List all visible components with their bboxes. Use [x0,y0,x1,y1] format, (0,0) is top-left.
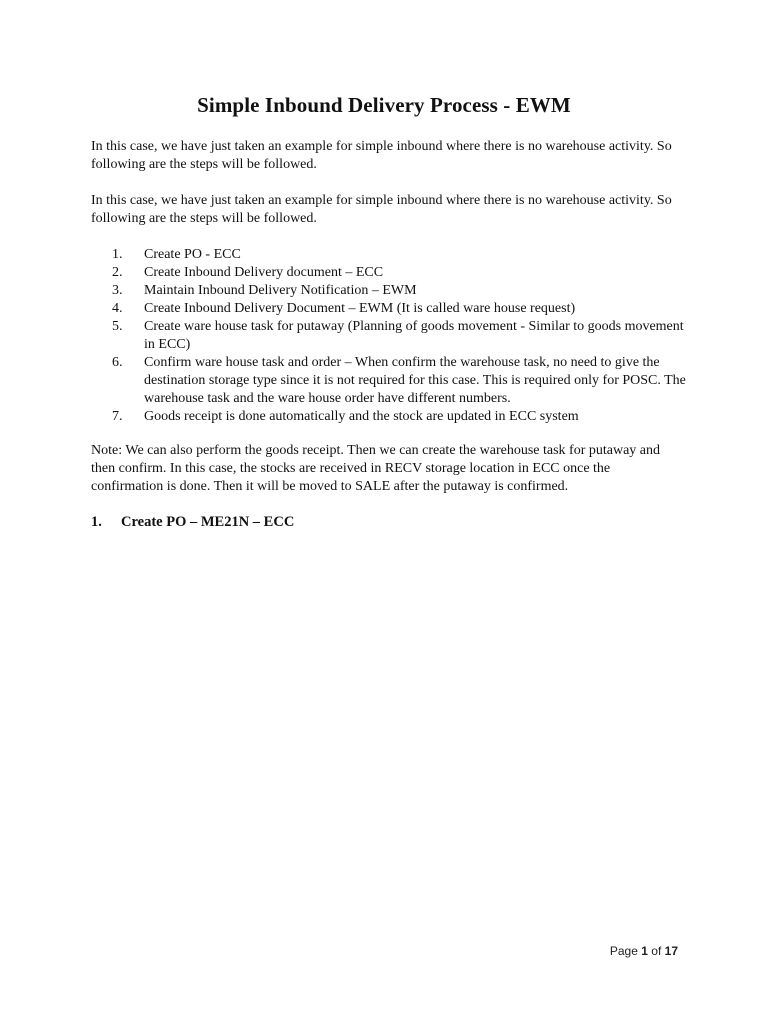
step-number: 4. [112,301,123,316]
page-total: 17 [664,944,678,958]
page-label: Page [609,944,638,958]
document-title: Simple Inbound Delivery Process - EWM [197,93,571,117]
list-item [91,354,691,408]
intro-paragraph-2: In this case, we have just taken an example for simple inbound where there is no warehouse activity. So following are the steps will be followed. [91,193,672,226]
page-footer [610,944,678,958]
page-current: 1 [641,944,648,958]
step-text: Create Inbound Delivery Document – EWM (It is called ware house request) [144,301,576,316]
section-heading [91,513,294,531]
section-number: 1. [91,514,102,530]
steps-list [91,246,691,426]
list-item [91,282,691,300]
step-number: 2. [112,265,123,280]
list-item [91,318,691,354]
step-text: Confirm ware house task and order – When confirm the warehouse task, no need to give the destination storage type since it is not required for this case. This is required only for POSC. The warehouse task and the ware house order have different numbers. [144,355,686,406]
step-text: Create ware house task for putaway (Planning of goods movement - Similar to goods movement in ECC) [144,319,684,352]
step-number: 7. [112,409,123,424]
note-paragraph: Note: We can also perform the goods receipt. Then we can create the warehouse task for putaway and then confirm. In this case, the stocks are received in RECV storage location in ECC once the confirmation is done. Then it will be moved to SALE after the putaway is confirmed. [91,443,661,494]
step-number: 6. [112,355,123,370]
step-text: Goods receipt is done automatically and the stock are updated in ECC system [144,409,579,424]
list-item [91,264,691,282]
list-item [91,300,691,318]
list-item [91,246,691,264]
intro-paragraph-1: In this case, we have just taken an example for simple inbound where there is no warehouse activity. So following are the steps will be followed. [91,139,672,172]
of-label: of [651,944,662,958]
step-text: Create PO - ECC [144,247,241,262]
step-text: Create Inbound Delivery document – ECC [144,265,384,280]
step-text: Maintain Inbound Delivery Notification – EWM [144,283,417,298]
step-number: 3. [112,283,123,298]
list-item [91,408,691,426]
step-number: 5. [112,319,123,334]
section-title: Create PO – ME21N – ECC [121,514,295,530]
step-number: 1. [112,247,123,262]
